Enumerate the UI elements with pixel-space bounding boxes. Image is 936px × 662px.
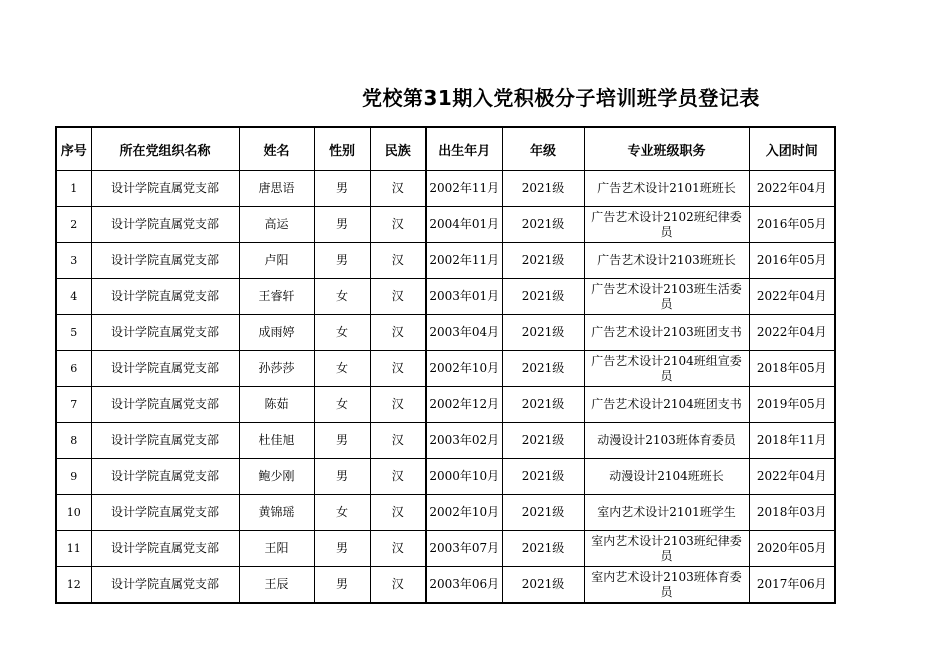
cell-grade: 2021级 — [502, 531, 584, 567]
cell-ethnicity: 汉 — [370, 171, 426, 207]
cell-position: 广告艺术设计2104班组宣委员 — [584, 351, 749, 387]
cell-league-date: 2017年06月 — [749, 567, 835, 604]
cell-name: 孙莎莎 — [239, 351, 314, 387]
cell-birth: 2002年10月 — [426, 495, 502, 531]
cell-org: 设计学院直属党支部 — [91, 459, 239, 495]
cell-ethnicity: 汉 — [370, 207, 426, 243]
cell-position: 广告艺术设计2104班团支书 — [584, 387, 749, 423]
col-header-birth: 出生年月 — [426, 127, 502, 171]
cell-ethnicity: 汉 — [370, 459, 426, 495]
cell-grade: 2021级 — [502, 207, 584, 243]
cell-name: 杜佳旭 — [239, 423, 314, 459]
cell-birth: 2002年10月 — [426, 351, 502, 387]
cell-gender: 男 — [314, 243, 370, 279]
registration-table — [55, 126, 836, 604]
cell-birth: 2003年04月 — [426, 315, 502, 351]
cell-name: 陈茹 — [239, 387, 314, 423]
col-header-grade: 年级 — [502, 127, 584, 171]
table-row — [56, 243, 835, 279]
table-row — [56, 423, 835, 459]
col-header-name: 姓名 — [239, 127, 314, 171]
cell-name: 鲍少刚 — [239, 459, 314, 495]
cell-gender: 女 — [314, 387, 370, 423]
cell-name: 卢阳 — [239, 243, 314, 279]
cell-gender: 男 — [314, 207, 370, 243]
cell-position: 广告艺术设计2103班团支书 — [584, 315, 749, 351]
cell-org: 设计学院直属党支部 — [91, 531, 239, 567]
col-header-gender: 性别 — [314, 127, 370, 171]
table-row — [56, 387, 835, 423]
cell-org: 设计学院直属党支部 — [91, 423, 239, 459]
sheet-title: 党校第31期入党积极分子培训班学员登记表 — [362, 86, 760, 110]
cell-birth: 2004年01月 — [426, 207, 502, 243]
cell-ethnicity: 汉 — [370, 531, 426, 567]
cell-position: 室内艺术设计2101班学生 — [584, 495, 749, 531]
cell-ethnicity: 汉 — [370, 567, 426, 604]
cell-league-date: 2020年05月 — [749, 531, 835, 567]
cell-grade: 2021级 — [502, 171, 584, 207]
cell-grade: 2021级 — [502, 567, 584, 604]
cell-league-date: 2022年04月 — [749, 459, 835, 495]
cell-position: 广告艺术设计2102班纪律委员 — [584, 207, 749, 243]
cell-league-date: 2022年04月 — [749, 171, 835, 207]
col-header-seq: 序号 — [56, 127, 91, 171]
cell-name: 成雨婷 — [239, 315, 314, 351]
cell-position: 室内艺术设计2103班纪律委员 — [584, 531, 749, 567]
cell-grade: 2021级 — [502, 387, 584, 423]
cell-league-date: 2022年04月 — [749, 279, 835, 315]
cell-seq: 5 — [56, 315, 91, 351]
cell-seq: 7 — [56, 387, 91, 423]
table-row — [56, 567, 835, 604]
cell-league-date: 2016年05月 — [749, 207, 835, 243]
cell-name: 唐思语 — [239, 171, 314, 207]
col-header-league-date: 入团时间 — [749, 127, 835, 171]
table-row — [56, 207, 835, 243]
cell-position: 广告艺术设计2101班班长 — [584, 171, 749, 207]
cell-position: 室内艺术设计2103班体育委员 — [584, 567, 749, 604]
cell-position: 广告艺术设计2103班班长 — [584, 243, 749, 279]
table-row — [56, 351, 835, 387]
table-row — [56, 531, 835, 567]
cell-seq: 4 — [56, 279, 91, 315]
cell-org: 设计学院直属党支部 — [91, 171, 239, 207]
cell-position: 广告艺术设计2103班生活委员 — [584, 279, 749, 315]
cell-ethnicity: 汉 — [370, 423, 426, 459]
cell-league-date: 2019年05月 — [749, 387, 835, 423]
table-row — [56, 315, 835, 351]
cell-ethnicity: 汉 — [370, 315, 426, 351]
cell-seq: 6 — [56, 351, 91, 387]
cell-seq: 12 — [56, 567, 91, 604]
cell-grade: 2021级 — [502, 423, 584, 459]
cell-gender: 男 — [314, 459, 370, 495]
cell-gender: 男 — [314, 423, 370, 459]
cell-gender: 男 — [314, 171, 370, 207]
col-header-org: 所在党组织名称 — [91, 127, 239, 171]
cell-org: 设计学院直属党支部 — [91, 207, 239, 243]
cell-name: 王睿轩 — [239, 279, 314, 315]
cell-gender: 女 — [314, 351, 370, 387]
cell-seq: 10 — [56, 495, 91, 531]
cell-name: 王辰 — [239, 567, 314, 604]
cell-position: 动漫设计2103班体育委员 — [584, 423, 749, 459]
header-row — [56, 127, 835, 171]
cell-seq: 9 — [56, 459, 91, 495]
cell-ethnicity: 汉 — [370, 387, 426, 423]
cell-ethnicity: 汉 — [370, 279, 426, 315]
cell-gender: 男 — [314, 531, 370, 567]
cell-grade: 2021级 — [502, 459, 584, 495]
col-header-position: 专业班级职务 — [584, 127, 749, 171]
cell-name: 高运 — [239, 207, 314, 243]
table-row — [56, 171, 835, 207]
cell-grade: 2021级 — [502, 495, 584, 531]
cell-gender: 女 — [314, 279, 370, 315]
cell-org: 设计学院直属党支部 — [91, 243, 239, 279]
cell-name: 王阳 — [239, 531, 314, 567]
cell-league-date: 2018年11月 — [749, 423, 835, 459]
cell-org: 设计学院直属党支部 — [91, 351, 239, 387]
cell-league-date: 2018年03月 — [749, 495, 835, 531]
cell-seq: 11 — [56, 531, 91, 567]
cell-birth: 2002年11月 — [426, 243, 502, 279]
cell-birth: 2002年12月 — [426, 387, 502, 423]
cell-org: 设计学院直属党支部 — [91, 567, 239, 604]
cell-gender: 女 — [314, 495, 370, 531]
cell-birth: 2003年01月 — [426, 279, 502, 315]
cell-seq: 1 — [56, 171, 91, 207]
cell-birth: 2003年06月 — [426, 567, 502, 604]
cell-org: 设计学院直属党支部 — [91, 315, 239, 351]
cell-gender: 女 — [314, 315, 370, 351]
cell-gender: 男 — [314, 567, 370, 604]
cell-seq: 2 — [56, 207, 91, 243]
table-row — [56, 495, 835, 531]
cell-position: 动漫设计2104班班长 — [584, 459, 749, 495]
cell-birth: 2000年10月 — [426, 459, 502, 495]
cell-ethnicity: 汉 — [370, 243, 426, 279]
cell-org: 设计学院直属党支部 — [91, 495, 239, 531]
cell-org: 设计学院直属党支部 — [91, 279, 239, 315]
cell-grade: 2021级 — [502, 243, 584, 279]
cell-seq: 3 — [56, 243, 91, 279]
cell-org: 设计学院直属党支部 — [91, 387, 239, 423]
cell-birth: 2003年07月 — [426, 531, 502, 567]
cell-name: 黄锦瑶 — [239, 495, 314, 531]
cell-ethnicity: 汉 — [370, 495, 426, 531]
cell-league-date: 2018年05月 — [749, 351, 835, 387]
cell-league-date: 2022年04月 — [749, 315, 835, 351]
cell-grade: 2021级 — [502, 315, 584, 351]
cell-league-date: 2016年05月 — [749, 243, 835, 279]
cell-grade: 2021级 — [502, 351, 584, 387]
cell-grade: 2021级 — [502, 279, 584, 315]
table-row — [56, 459, 835, 495]
col-header-ethnicity: 民族 — [370, 127, 426, 171]
table-row — [56, 279, 835, 315]
cell-seq: 8 — [56, 423, 91, 459]
cell-ethnicity: 汉 — [370, 351, 426, 387]
cell-birth: 2002年11月 — [426, 171, 502, 207]
cell-birth: 2003年02月 — [426, 423, 502, 459]
